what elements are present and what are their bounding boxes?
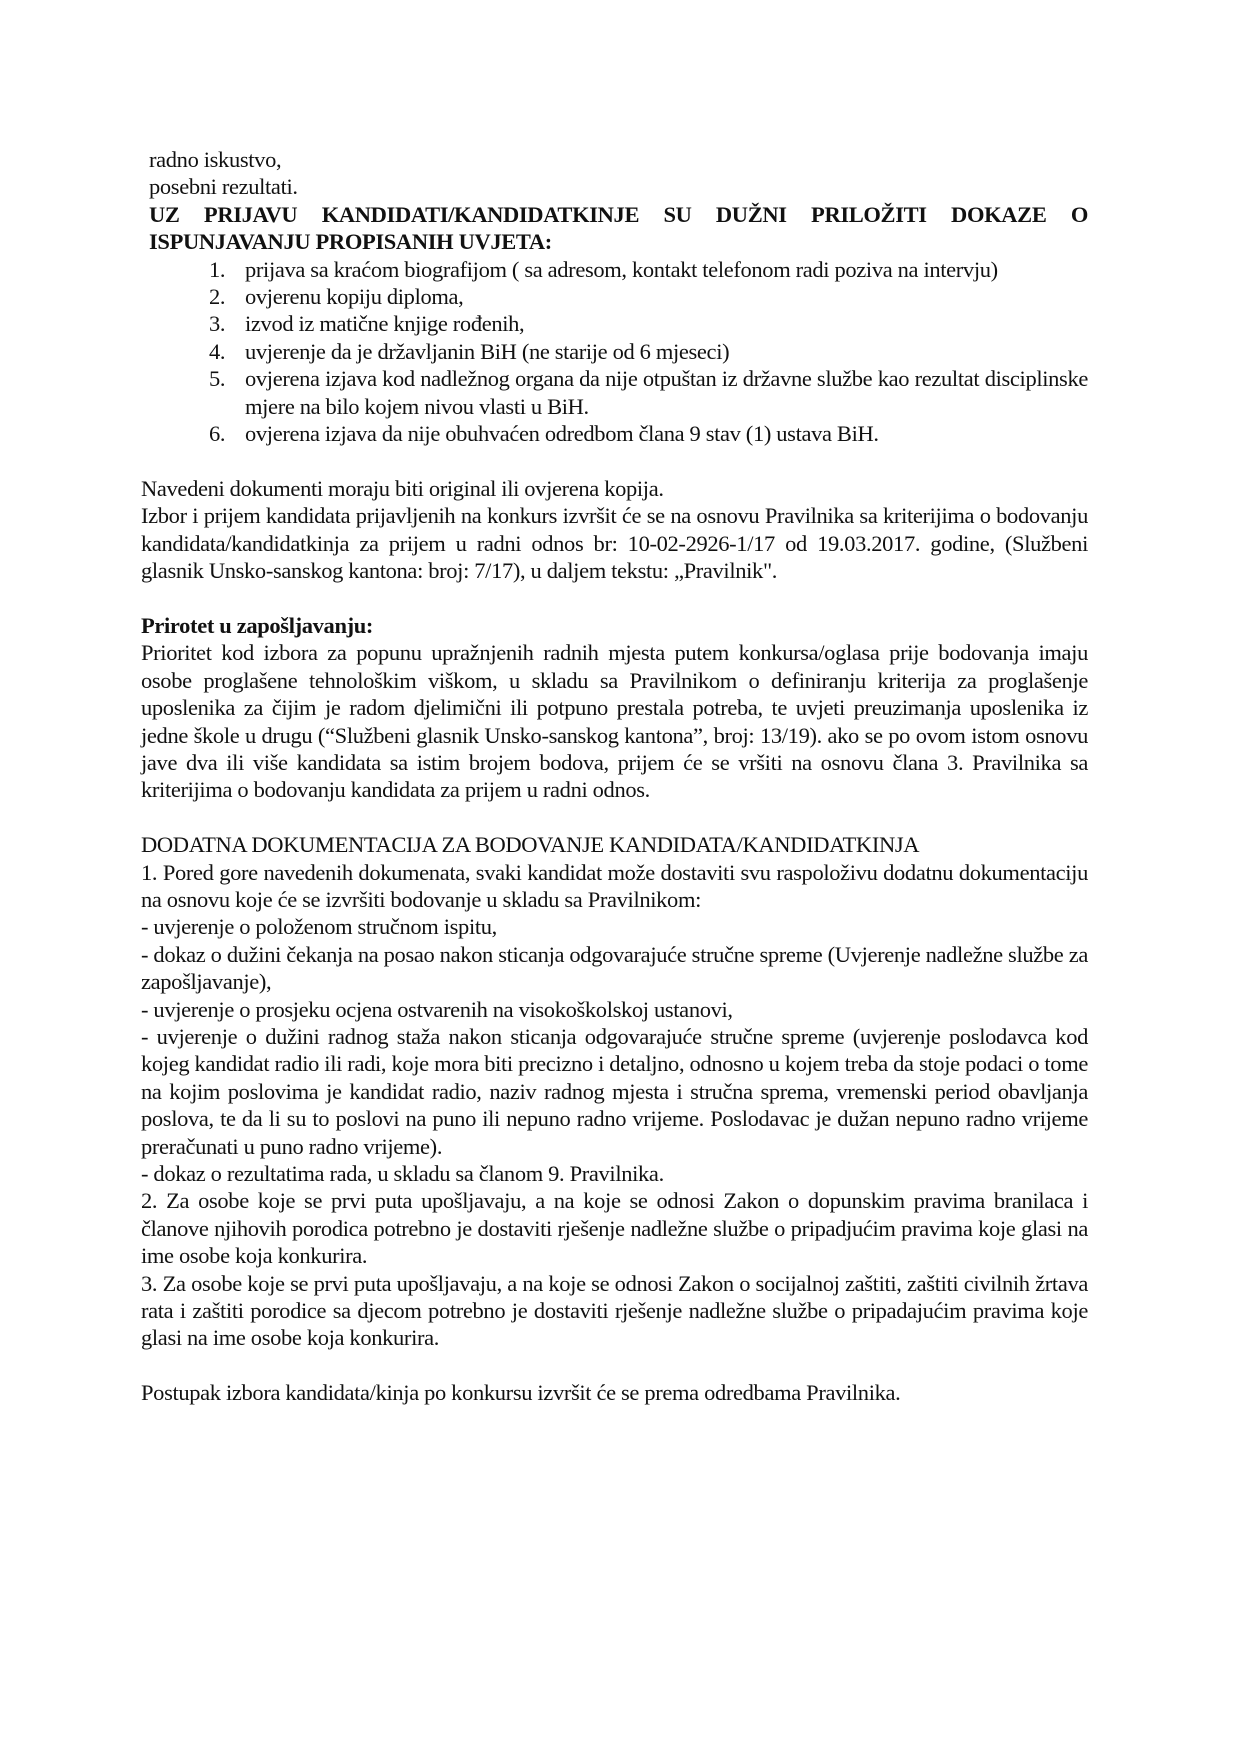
requirement-number: 1.	[209, 256, 226, 282]
additional-docs-heading: DODATNA DOKUMENTACIJA ZA BODOVANJE KANDIDATA/KANDIDATKINJA	[141, 832, 920, 858]
requirement-number: 6.	[209, 421, 226, 447]
requirement-item	[209, 310, 1088, 337]
spacer	[141, 1352, 1088, 1379]
spacer	[141, 447, 1088, 474]
priority-heading: Prirotet u zapošljavanju:	[141, 612, 374, 638]
requirement-text: uvjerenje da je državljanin BiH (ne starije od 6 mjeseci)	[245, 338, 730, 364]
requirements-heading: UZ PRIJAVU KANDIDATI/KANDIDATKINJE SU DUŽNI PRILOŽITI DOKAZE O ISPUNJAVANJU PROPISANIH UVJETA:	[149, 201, 1088, 255]
additional-doc-item: - uvjerenje o dužini radnog staža nakon sticanja odgovarajuće stručne spreme (uvjerenje poslodavca kod kojeg kandidat radio ili radi, koje mora biti precizno i detaljno, odnosno u kojem treba da stoje podaci o tome na kojim poslovima je kandidat radio, naziv radnog mjesta i stručna sprema, vremenski period obavljanja poslova, te da li su to poslovi na puno ili nepuno radno vrijeme. Poslodavac je dužan nepuno radno vrijeme preračunati u puno radno vrijeme).	[141, 1023, 1088, 1159]
requirement-text: izvod iz matične knjige rođenih,	[245, 311, 525, 337]
requirement-item	[209, 420, 1088, 447]
documents-note: Navedeni dokumenti moraju biti original ili ovjerena kopija.	[141, 475, 664, 501]
additional-point-3: 3. Za osobe koje se prvi puta upošljavaju, a na koje se odnosi Zakon o socijalnoj zaštiti, zaštiti civilnih žrtava rata i zaštiti porodice sa djecom potrebno je dostaviti rješenje nadležne službe o pripadajućim pravima koje glasi na ime osobe koja konkurira.	[141, 1270, 1088, 1351]
additional-doc-item: - uvjerenje o položenom stručnom ispitu,	[141, 914, 497, 940]
requirement-number: 2.	[209, 284, 226, 310]
requirement-item	[209, 256, 1088, 283]
additional-point-1-intro: 1. Pored gore navedenih dokumenata, svaki kandidat može dostaviti svu raspoloživu dodatnu dokumentaciju na osnovu koje će se izvršiti bodovanje u skladu sa Pravilnikom:	[141, 859, 1088, 912]
requirement-item	[209, 338, 1088, 365]
requirement-number: 4.	[209, 338, 226, 364]
requirement-text: ovjerena izjava kod nadležnog organa da nije otpuštan iz državne službe kao rezultat disciplinske mjere na bilo kojem nivou vlasti u BiH.	[245, 366, 1088, 419]
requirement-item	[209, 283, 1088, 310]
selection-paragraph: Izbor i prijem kandidata prijavljenih na konkurs izvršit će se na osnovu Pravilnika sa kriterijima o bodovanju kandidata/kandidatkinja za prijem u radni odnos br: 10-02-2926-1/17 od 19.03.2017. godine, (Službeni glasnik Unsko-sanskog kantona: broj: 7/17), u daljem tekstu: „Pravilnik".	[141, 503, 1088, 584]
requirement-item	[209, 365, 1088, 420]
intro-line-work-experience: radno iskustvo,	[149, 147, 282, 172]
requirement-text: prijava sa kraćom biografijom ( sa adresom, kontakt telefonom radi poziva na intervju)	[245, 256, 998, 282]
spacer	[141, 584, 1088, 611]
document-body	[141, 146, 1088, 1407]
additional-doc-item: - uvjerenje o prosjeku ocjena ostvarenih na visokoškolskoj ustanovi,	[141, 996, 733, 1022]
requirement-number: 5.	[209, 366, 226, 392]
intro-line-special-results: posebni rezultati.	[149, 174, 298, 200]
spacer	[141, 804, 1088, 831]
requirement-text: ovjerena izjava da nije obuhvaćen odredbom člana 9 stav (1) ustava BiH.	[245, 421, 879, 447]
priority-paragraph: Prioritet kod izbora za popunu upražnjenih radnih mjesta putem konkursa/oglasa prije bodovanja imaju osobe proglašene tehnološkim viškom, u skladu sa Pravilnikom o definiranju kriterija za proglašenje uposlenika za čijim je radom djelimični ili potpuno prestala potreba, te uvjeti preuzimanja uposlenika iz jedne škole u drugu (“Službeni glasnik Unsko-sanskog kantona”, broj: 13/19). ako se po ovom istom osnovu jave dva ili više kandidata sa istim brojem bodova, prijem će se vršiti na osnovu člana 3. Pravilnika sa kriterijima o bodovanju kandidata za prijem u radni odnos.	[141, 640, 1088, 803]
closing-paragraph: Postupak izbora kandidata/kinja po konkursu izvršit će se prema odredbama Pravilnika.	[141, 1380, 901, 1406]
additional-doc-item: - dokaz o rezultatima rada, u skladu sa članom 9. Pravilnika.	[141, 1160, 664, 1186]
requirement-text: ovjerenu kopiju diploma,	[245, 284, 464, 310]
requirements-list	[141, 256, 1088, 448]
additional-doc-item: - dokaz o dužini čekanja na posao nakon sticanja odgovarajuće stručne spreme (Uvjerenje nadležne službe za zapošljavanje),	[141, 941, 1088, 995]
additional-point-2: 2. Za osobe koje se prvi puta upošljavaju, a na koje se odnosi Zakon o dopunskim pravima branilaca i članove njihovih porodica potrebno je dostaviti rješenje nadležne službe o pripadjućim pravima koje glasi na ime osobe koja konkurira.	[141, 1188, 1088, 1269]
requirement-number: 3.	[209, 311, 226, 337]
